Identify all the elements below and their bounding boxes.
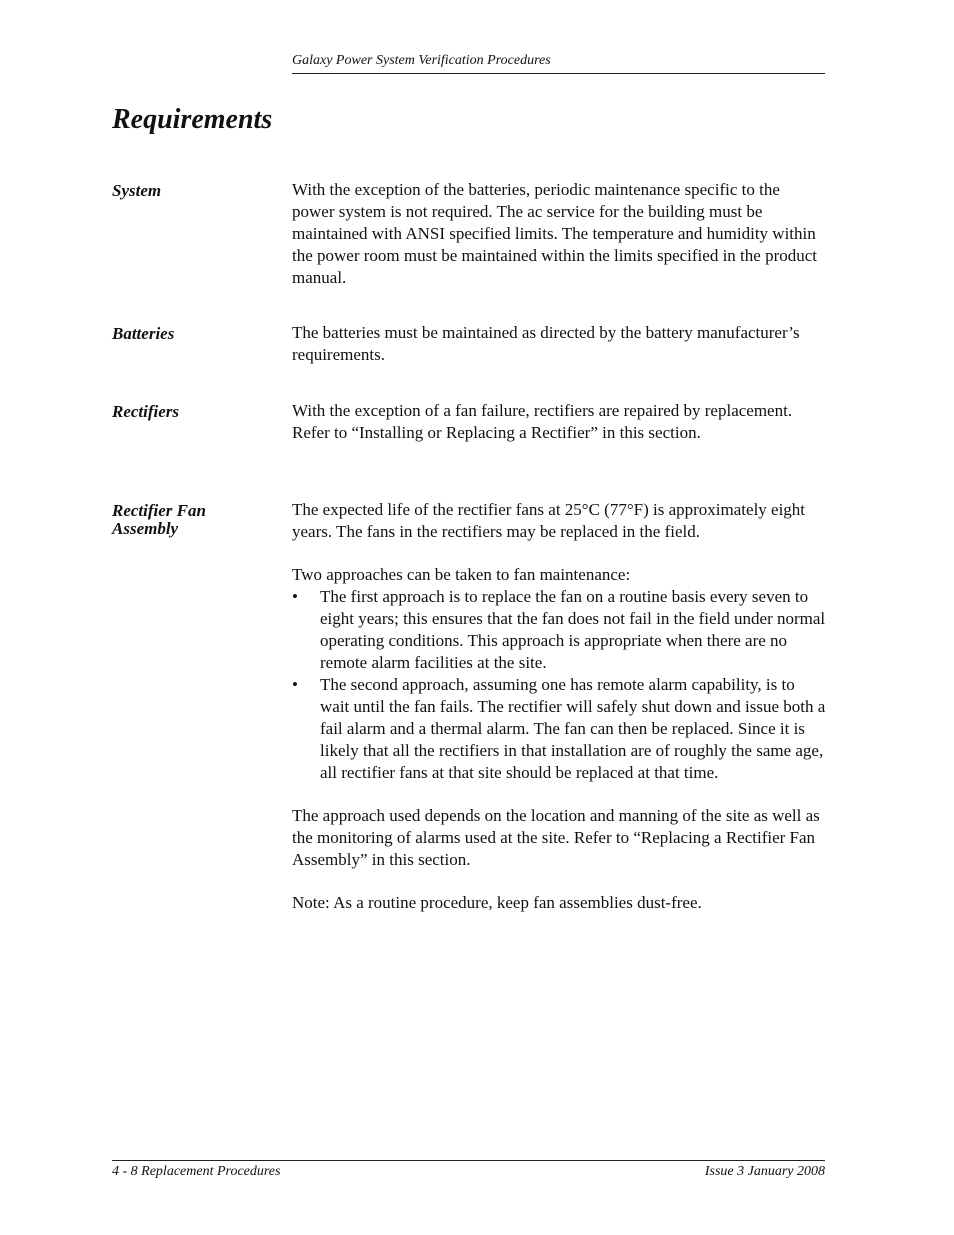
system-paragraph: With the exception of the batteries, periodic maintenance specific to the power system is not required. The ac service for the building must be maintained with ANSI specified limits. The temperature and humidity within the power room must be maintained within the limits specified in the product manual. [292,180,817,287]
batteries-paragraph: The batteries must be maintained as directed by the battery manufacturer’s requirements. [292,323,800,364]
section-label-system: System [112,181,162,200]
list-item [292,674,826,784]
fan-approaches-intro: Two approaches can be taken to fan maintenance: [292,565,631,584]
approach-depends-paragraph: The approach used depends on the location and manning of the site as well as the monitoring of alarms used at the site. Refer to “Replacing a Rectifier Fan Assembly” in this section. [292,806,820,869]
note-paragraph: Note: As a routine procedure, keep fan assemblies dust-free. [292,893,702,912]
section-body-batteries [292,322,826,366]
section-body-system [292,179,826,289]
section-label-rectifiers: Rectifiers [112,402,180,421]
fan-life-paragraph: The expected life of the rectifier fans at 25°C (77°F) is approximately eight years. The fans in the rectifiers may be replaced in the field. [292,500,806,541]
footer-page-reference: 4 - 8 Replacement Procedures [112,1164,281,1179]
page-title: Requirements [112,104,273,135]
running-header: Galaxy Power System Verification Procedures [292,52,825,74]
footer-issue-date: Issue 3 January 2008 [704,1164,825,1179]
bullet-mark: • [292,675,298,694]
section-label-rectifier-fan-assembly: Rectifier Fan Assembly [112,501,206,538]
section-body-rectifiers [292,400,826,444]
page-footer [112,1160,825,1181]
bullet-mark: • [292,587,298,606]
rectifiers-paragraph: With the exception of a fan failure, rectifiers are repaired by replacement. Refer to “Installing or Replacing a Rectifier” in this section. [292,401,793,442]
list-item [292,586,826,674]
second-approach-text: The second approach, assuming one has remote alarm capability, is to wait until the fan fails. The rectifier will safely shut down and issue both a fail alarm and a thermal alarm. The fan can then be replaced. Since it is likely that all the rectifiers in that installation are of roughly the same age, all rectifier fans at that site should be replaced at that time. [320,675,826,782]
section-body-rectifier-fan-assembly [292,499,826,914]
first-approach-text: The first approach is to replace the fan on a routine basis every seven to eight years; this ensures that the fan does not fail in the field under normal operating conditions. This approach is appropriate when there are no remote alarm facilities at the site. [320,587,826,672]
section-label-batteries: Batteries [112,324,175,343]
